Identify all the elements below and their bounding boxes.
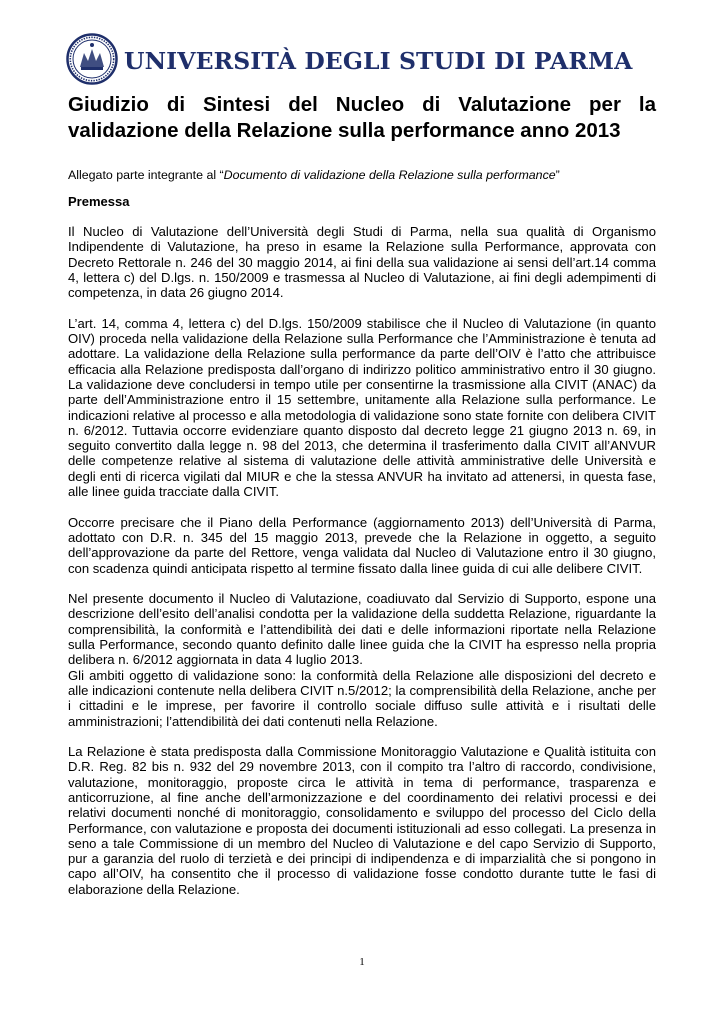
subtitle-suffix: ”	[555, 168, 560, 182]
subtitle-prefix: Allegato parte integrante al “	[68, 168, 224, 182]
paragraph: La Relazione è stata predisposta dalla Commissione Monitoraggio Valutazione e Qualità istituita con D.R. Reg. 82 bis n. 932 del 29 novembre 2013, con il compito tra l’altro di raccordo, condivisione, valutazione, monitoraggio, proposte circa le attività in tema di performance, trasparenza e anticorruzione, al fine anche dell’armonizzazione e del coordinamento dei relativi processi e dei relativi documenti nonché di monitoraggio, consolidamento e sviluppo del processo del Ciclo della Performance, con valutazione e proposta dei documenti istituzionali ad esso collegati. La presenza in seno a tale Commissione di un membro del Nucleo di Valutazione e del capo Servizio di Supporto, pur a garanzia del ruolo di terzietà e dei principi di indipendenza e di imparzialità che si pongono in capo all’OIV, ha consentito che il processo di validazione fosse condotto durante tutte le fasi di elaborazione della Relazione.	[68, 744, 656, 897]
paragraph: Il Nucleo di Valutazione dell’Università degli Studi di Parma, nella sua qualità di Organismo Indipendente di Valutazione, ha preso in esame la Relazione sulla Performance, approvata con Decreto Rettorale n. 246 del 30 maggio 2014, ai fini della sua validazione ai sensi dell’art.14 comma 4, lettera c) del D.lgs. n. 150/2009 e trasmessa al Nucleo di Valutazione, ai fini degli adempimenti di competenza, in data 26 giugno 2014.	[68, 224, 656, 301]
paragraph: Gli ambiti oggetto di validazione sono: la conformità della Relazione alle disposizioni del decreto e alle indicazioni contenute nella delibera CIVIT n.5/2012; la comprensibilità della Relazione, anche per i cittadini e le imprese, per favorire il controllo sociale diffuso sulle attività e i risultati delle amministrazioni; l’attendibilità dei dati contenuti nella Relazione.	[68, 667, 656, 729]
paragraph: Nel presente documento il Nucleo di Valutazione, coadiuvato dal Servizio di Supporto, espone una descrizione dell’esito dell’analisi condotta per la validazione della suddetta Relazione, riguardante la comprensibilità, la conformità e l’attendibilità dei dati e delle informazioni riportate nella Relazione sulla Performance, secondo quanto definito dalle linee guida che la CIVIT ha espresso nella propria delibera n. 6/2012 aggiornata in data 4 luglio 2013.	[68, 591, 656, 668]
page-number: 1	[359, 956, 365, 968]
letterhead	[66, 33, 666, 95]
subtitle-italic: Documento di validazione della Relazione sulla performance	[223, 168, 556, 182]
university-name: UNIVERSITÀ DEGLI STUDI DI PARMA	[124, 47, 633, 75]
university-seal-icon	[66, 33, 118, 85]
section-heading: Premessa	[68, 194, 130, 209]
paragraph: L’art. 14, comma 4, lettera c) del D.lgs. 150/2009 stabilisce che il Nucleo di Valutazione (in quanto OIV) proceda nella validazione della Relazione sulla Performance che l’Amministrazione è tenuta ad adottare. La validazione della Relazione sulla performance da parte dell’OIV è l’atto che attribuisce efficacia alla Relazione predisposta dall’organo di indirizzo politico amministrativo entro il 30 giugno. La validazione deve concludersi in tempo utile per consentirne la trasmissione alla CIVIT (ANAC) da parte dell’Amministrazione entro il 15 settembre, unitamente alla Relazione sulla performance. Le indicazioni relative al processo e alla metodologia di validazione sono state fornite con delibera CIVIT n. 6/2012. Tuttavia occorre evidenziare quanto disposto dal decreto legge 21 giugno 2013 n. 69, in seguito convertito dalla legge n. 98 del 2013, che determina il trasferimento dalla CIVIT all’ANVUR delle competenze relative al sistema di valutazione delle attività amministrative delle Università e degli enti di ricerca vigilati dal MIUR e che la stessa ANVUR ha invitato ad attenersi, in questa fase, alle linee guida tracciate dalla CIVIT.	[68, 315, 656, 500]
document-title: Giudizio di Sintesi del Nucleo di Valutazione per la validazione della Relazione sulla performance anno 2013	[68, 93, 656, 142]
document-body	[68, 224, 656, 912]
document-subtitle	[68, 168, 668, 183]
paragraph: Occorre precisare che il Piano della Performance (aggiornamento 2013) dell’Università di Parma, adottato con D.R. n. 345 del 15 maggio 2013, prevede che la Relazione in oggetto, a seguito dell’approvazione da parte del Rettore, venga validata dal Nucleo di Valutazione entro il 30 giugno, con scadenza quindi anticipata rispetto al termine fissato dalla linee guida di cui alle delibere CIVIT.	[68, 514, 656, 576]
